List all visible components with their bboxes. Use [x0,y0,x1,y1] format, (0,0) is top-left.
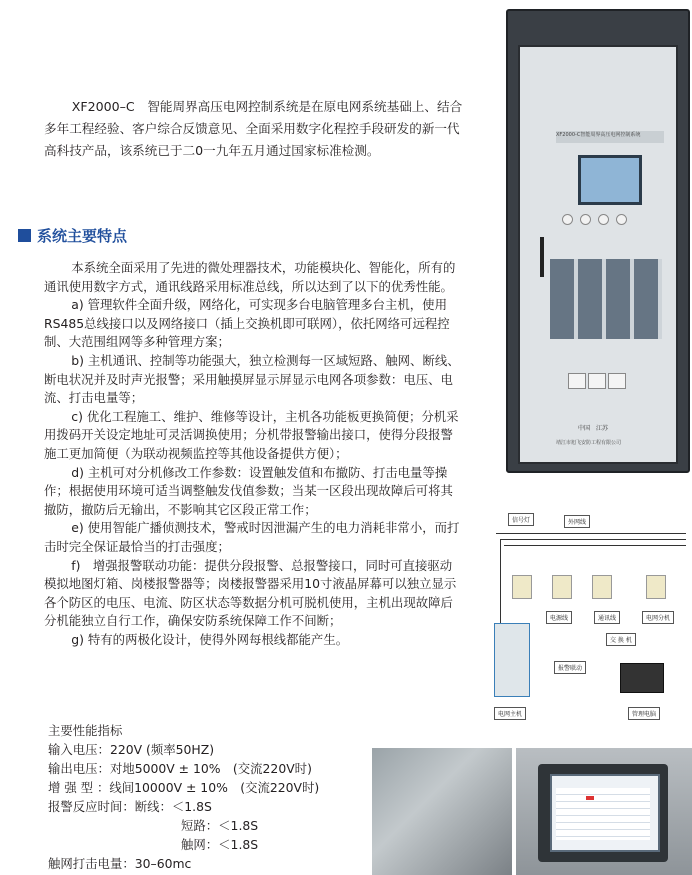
feature-paragraph: b) 主机通讯、控制等功能强大，独立检测每一区域短路、触网、断线、断电状况并及时声光报警；采用触摸屏显示屏显示电网各项参数：电压、电流、打击电量等； [44,352,460,406]
comm-line-label: 通讯线 [594,611,620,624]
spec-row: 输入电压：220V (频率50HZ) [48,742,215,757]
grid-unit-device [552,575,572,599]
breaker-switch [608,373,626,389]
cabinet-nameplate: XF2000-C智能周界高压电网控制系统 [556,131,664,143]
main-unit-device [494,623,530,697]
feature-paragraph: d) 主机可对分机修改工作参数：设置触发值和布撤防、打击电量等操作；根据使用环境可适当调整触发伐值参数；当某一区段出现故障后可将其撤防，撤防后无输出，不影响其它区段正常工作； [44,464,453,517]
cabinet-door [518,45,678,464]
display-table [556,788,650,840]
signal-lamp-label: 信号灯 [508,513,534,526]
module-panel [550,259,662,339]
feature-paragraph: c) 优化工程施工、维护、维修等设计，主机各功能板更换简便；分机采用拨码开关设定地址可灵活调换使用；分机带报警输出接口，使得分段报警施工更加简便（为联动视频监控等其他设备提供方便）； [44,408,459,461]
feature-paragraph: e) 使用智能广播侦测技术，警戒时因泄漏产生的电力消耗非常小，而打击时完全保证最恰当的打击强度； [44,520,460,554]
breaker-switch [588,373,606,389]
spec-row: 增 强 型 ：线间10000V ± 10% (交流220V时) [48,780,320,795]
section-title: 系统主要特点 [37,227,128,245]
features-body [44,259,464,649]
system-diagram [486,505,692,720]
feature-paragraph: f) 增强报警联动功能：提供分段报警、总报警接口，同时可直接驱动模拟地图灯箱、岗楼报警器等；岗楼报警器采用10寸液晶屏幕可以独立显示各个防区的电压、电流、防区状态等数据分机可脱机使用，主机出现故障后分机能独立自行工作，确保安防系统保障工作不间断； [44,557,457,629]
indicator-light-icon [580,214,591,225]
heading-square-icon [18,229,31,242]
specs-title: 主要性能指标 [48,723,123,738]
feature-paragraph: g) 特有的两极化设计，使得外网每根线都能产生。 [71,631,349,647]
main-unit-label: 电网主机 [494,707,526,720]
switch-label: 交 换 机 [606,633,636,646]
feature-paragraph: a) 管理软件全面升级，网络化，可实现多台电脑管理多台主机，使用RS485总线接口以及网络接口（插上交换机即可联网），依托网络可远程控制、大范围组网等多种管理方案； [44,297,450,350]
spec-row: 输出电压：对地5000V ± 10% (交流220V时) [48,761,312,776]
outer-net-label: 外网线 [564,515,590,528]
indicator-light-icon [598,214,609,225]
intro-text: XF2000–C 智能周界高压电网控制系统是在原电网系统基础上、结合多年工程经验、客户综合反馈意见、全面采用数字化程控手段研发的新一代高科技产品，该系统已于二0一九年五月通过国家标准检测。 [44,99,463,158]
grid-unit-label: 电网分机 [642,611,674,624]
control-cabinet-image [506,9,690,473]
spec-row: 报警反应时间：断线：＜1.8S [48,799,212,814]
grid-unit-device [512,575,532,599]
pc-label: 管理电脑 [628,707,660,720]
grid-unit-device [592,575,612,599]
indicator-light-icon [562,214,573,225]
computer-icon [620,663,664,693]
door-handle [540,237,544,277]
spec-row: 触网打击电量：30–60mc [48,856,192,871]
intro-paragraph [44,96,464,162]
grid-unit-device [646,575,666,599]
insulator-photo [372,748,512,875]
feature-paragraph: 本系统全面采用了先进的微处理器技术，功能模块化、智能化，所有的通讯使用数字方式，通讯线路采用标准总线，所以达到了以下的优秀性能。 [44,260,456,294]
alarm-display-photo [516,748,692,875]
cabinet-company: 靖江市旭飞安防工程有限公司 [556,440,622,446]
power-line-label: 电源线 [546,611,572,624]
touch-screen [578,155,642,205]
spec-row: 短路：＜1.8S [181,818,259,833]
section-heading [18,225,127,246]
breaker-switch [568,373,586,389]
indicator-light-icon [616,214,627,225]
spec-row: 触网：＜1.8S [181,837,259,852]
alarm-link-label: 报警联动 [554,661,586,674]
cabinet-country: 中国 江苏 [578,425,609,432]
